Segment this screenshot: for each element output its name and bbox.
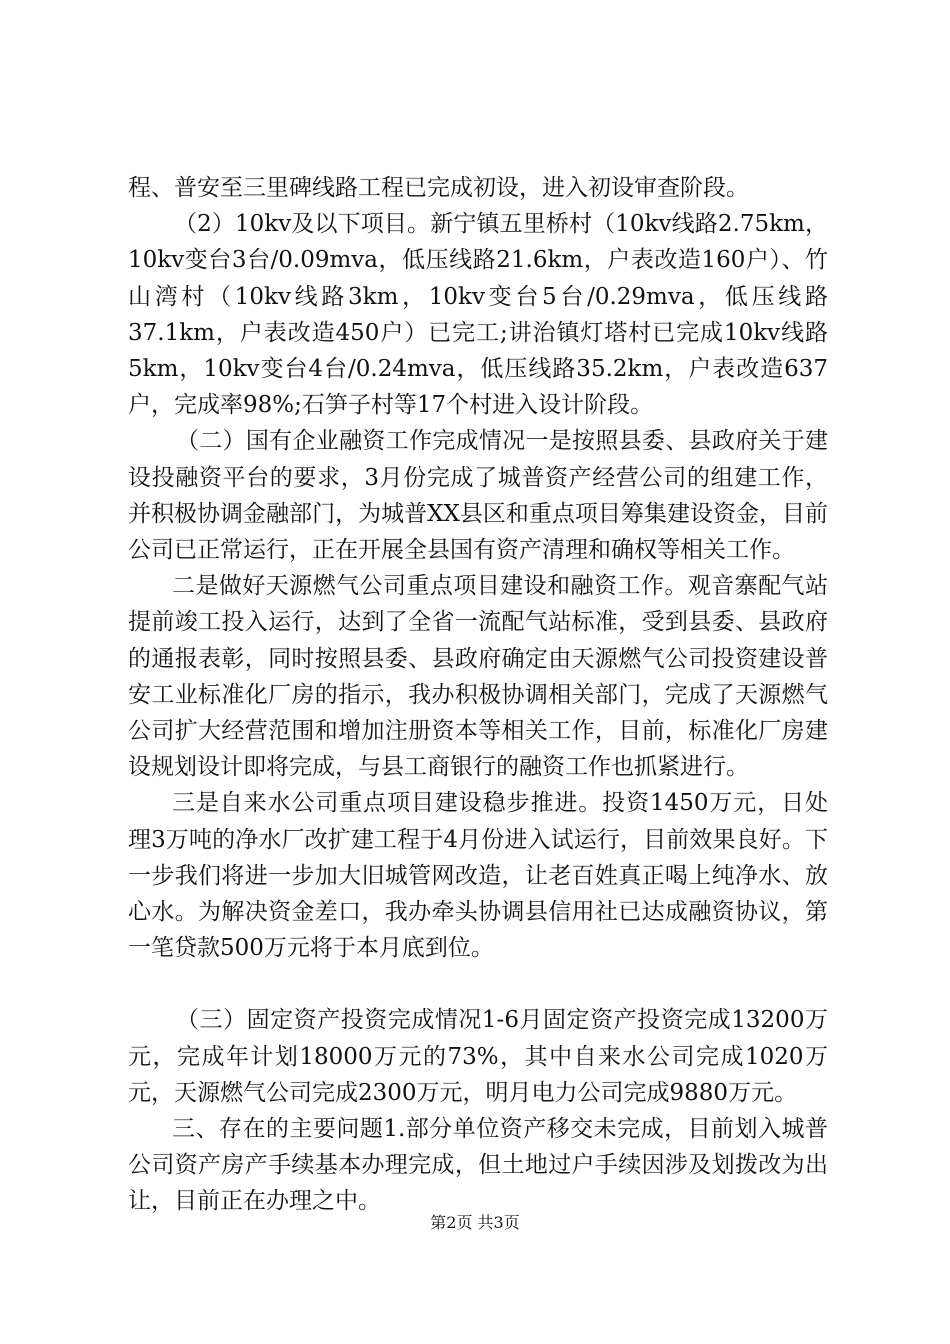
document-body (128, 170, 828, 1220)
paragraph-fixed-asset-investment: （三）固定资产投资完成情况1-6月固定资产投资完成13200万元，完成年计划18000万元的73%，其中自来水公司完成1020万元，天源燃气公司完成2300万元，明月电力公司完成9880万元。 (128, 1007, 828, 1106)
paragraph-soe-financing: （二）国有企业融资工作完成情况一是按照县委、县政府关于建设投融资平台的要求，3月份完成了城普资产经营公司的组建工作，并积极协调金融部门，为城普XX县区和重点项目筹集建设资金，目前公司已正常运行，正在开展全县国有资产清理和确权等相关工作。 (128, 428, 828, 564)
paragraph-10kv-projects: （2）10kv及以下项目。新宁镇五里桥村（10kv线路2.75km，10kv变台3台/0.09mva，低压线路21.6km，户表改造160户）、竹山湾村（10kv线路3km，10kv变台5台/0.29mva，低压线路37.1km，户表改造450户）已完工;讲治镇灯塔村已完成10kv线路5km，10kv变台4台/0.24mva，低压线路35.2km，户表改造637户，完成率98%;石笋子村等17个村进入设计阶段。 (128, 211, 828, 419)
paragraph-line-project-continuation: 程、普安至三里碑线路工程已完成初设，进入初设审查阶段。 (128, 175, 749, 201)
paragraph-main-problems: 三、存在的主要问题1.部分单位资产移交未完成，目前划入城普公司资产房产手续基本办理完成，但土地过户手续因涉及划拨改为出让，目前正在办理之中。 (128, 1116, 828, 1215)
paragraph-water-company: 三是自来水公司重点项目建设稳步推进。投资1450万元，日处理3万吨的净水厂改扩建工程于4月份进入试运行，目前效果良好。下一步我们将进一步加大旧城管网改造，让老百姓真正喝上纯净水、放心水。为解决资金差口，我办牵头协调县信用社已达成融资协议，第一笔贷款500万元将于本月底到位。 (128, 790, 828, 962)
paragraph-tianyuan-gas: 二是做好天源燃气公司重点项目建设和融资工作。观音寨配气站提前竣工投入运行，达到了全省一流配气站标准，受到县委、县政府的通报表彰，同时按照县委、县政府确定由天源燃气公司投资建设普安工业标准化厂房的指示，我办积极协调相关部门，完成了天源燃气公司扩大经营范围和增加注册资本等相关工作，目前，标准化厂房建设规划设计即将完成，与县工商银行的融资工作也抓紧进行。 (128, 573, 828, 781)
page-number-label: 第2页 共3页 (430, 1213, 520, 1232)
page-footer (0, 1213, 950, 1233)
